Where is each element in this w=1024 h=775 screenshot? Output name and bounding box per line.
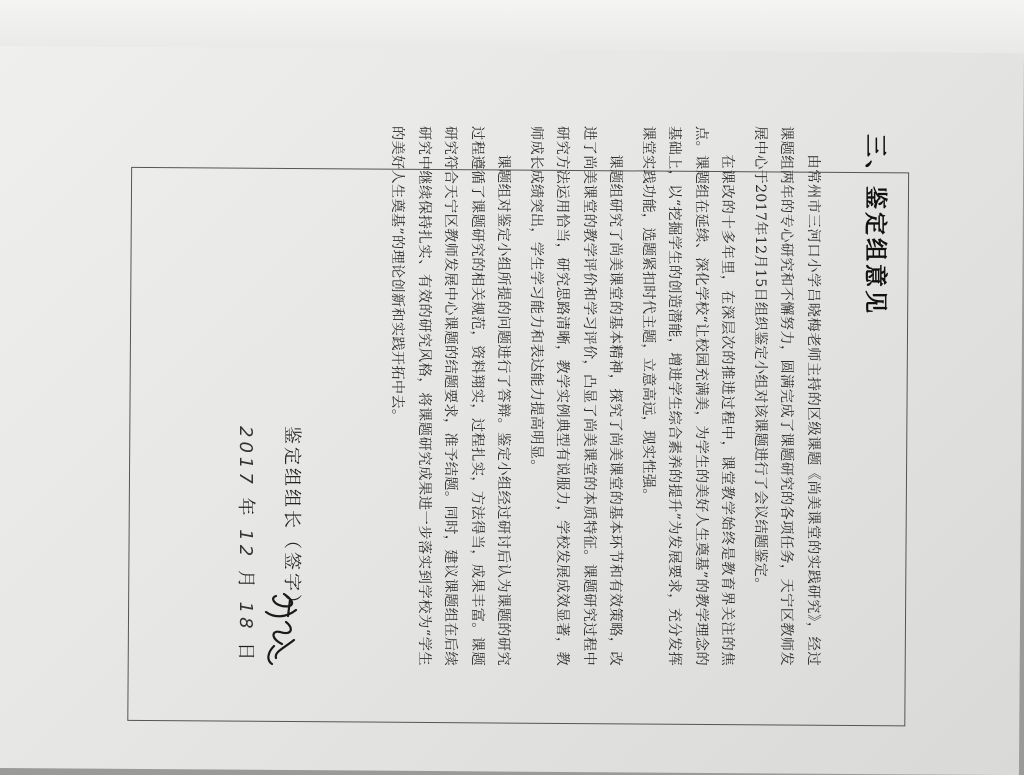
- date-year-unit: 年: [235, 497, 256, 520]
- handwritten-signature: [260, 588, 304, 668]
- rotated-content: [140, 126, 900, 666]
- date-day: 18: [235, 601, 256, 633]
- date-year: 2017: [235, 426, 256, 488]
- date-day-unit: 日: [235, 642, 256, 665]
- section-title: 三、鉴定组意见: [862, 134, 889, 316]
- signature-date: [234, 426, 260, 664]
- signature-label: 鉴定组组长（签字）: [281, 426, 302, 615]
- paragraph: 课题组对鉴定小组所提的问题进行了答辩。鉴定小组经过研讨后认为课题的研究过程遵循了课题研究的相关规范，资料翔实，过程扎实，方法得当，成果丰富。课题研究符合天宁区教师发展中心课题的结题要求，准予结题。同时，建议课题组在后续研究中继续保持扎实、有效的研究风格，将课题研究成果进一步落实到学校为“学生的美好人生奠基”的理论创新和实践开拓中去。: [389, 126, 512, 666]
- opinion-body: [378, 126, 826, 666]
- date-month-unit: 月: [235, 569, 256, 592]
- date-month: 12: [235, 529, 256, 561]
- paragraph: 课题组研究了尚美课堂的基本精神，探究了尚美课堂的基本环节和有效策略，改进了尚美课堂的教学评价和学习评价，凸显了尚美课堂的本质特征。课题研究过程中研究方法运用恰当，研究思路清晰，教学实例典型有说服力，学校发展成效显著，教师成长成绩突出，学生学习能力和表达能力提高明显。: [528, 126, 624, 666]
- paragraph: 在课改的十多年里，在深层次的推进过程中，课堂教学始终是教育界关注的焦点。课题组在延续、深化学校“让校园充满美，为学生的美好人生奠基”的教学理念的基础上，以“挖掘学生的创造潜能，增进学生综合素养的提升”为发展要求，充分发挥课堂实践功能，选题紧扣时代主题，立意高远，现实性强。: [640, 126, 736, 666]
- paragraph: 由常州市三河口小学吕晓梅老师主持的区级课题《尚美课堂的实践研究》，经过课题组两年的专心研究和不懈努力，圆满完成了课题研究的各项任务，天宁区教师发展中心于2017年12月15日组织鉴定小组对该课题进行了会议结题鉴定。: [752, 126, 821, 666]
